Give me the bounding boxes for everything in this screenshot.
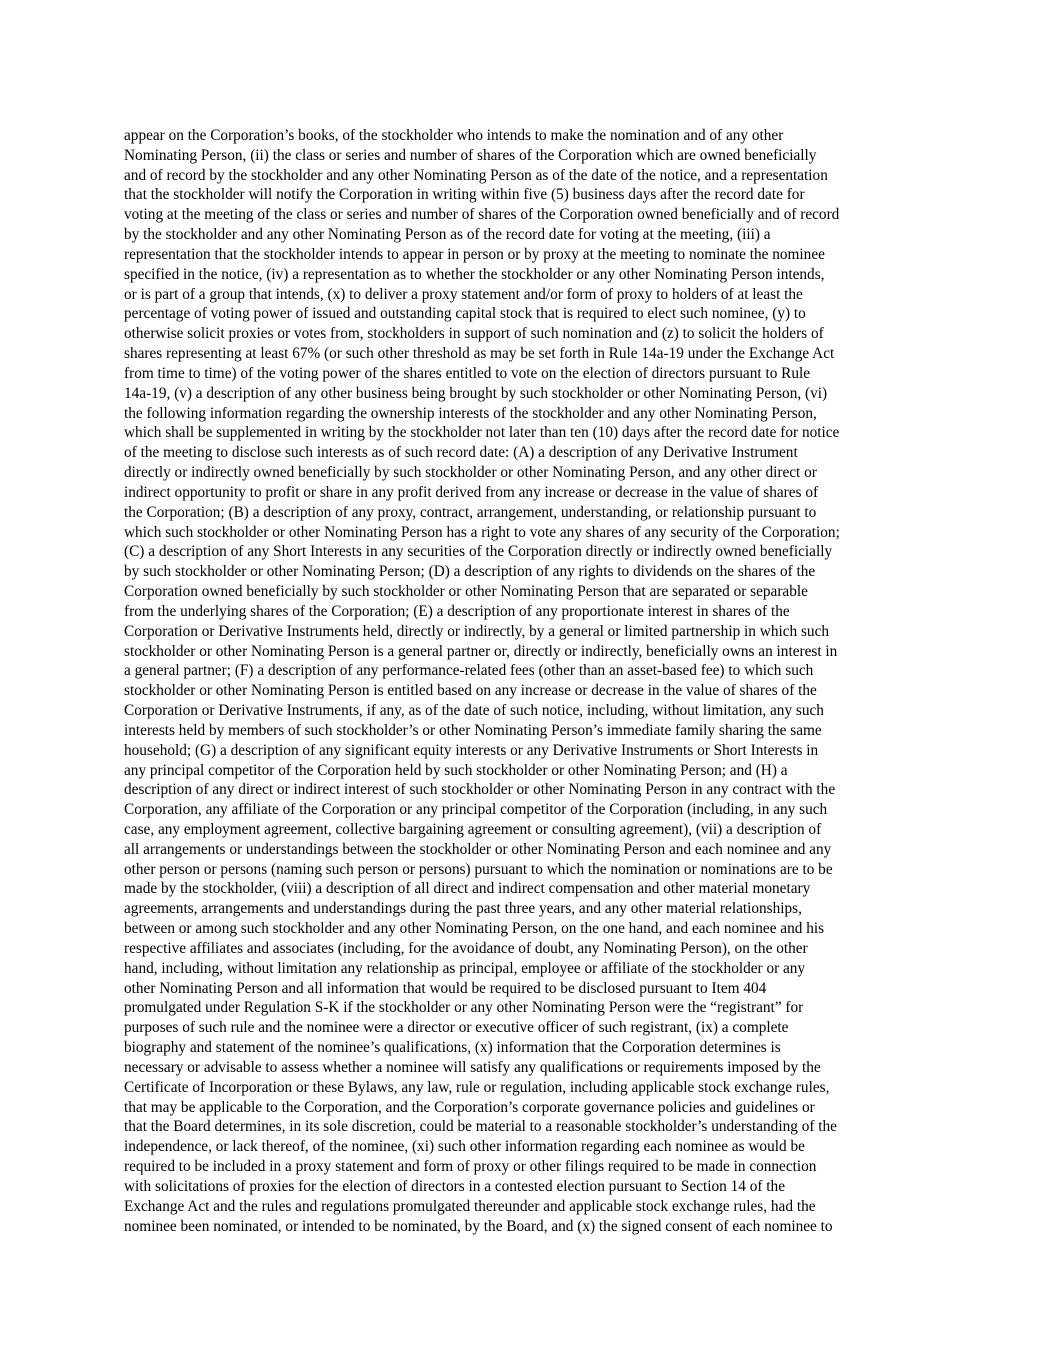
text-line: purposes of such rule and the nominee were a director or executive officer of such registrant, (ix) a complete — [124, 1019, 789, 1037]
text-line: promulgated under Regulation S-K if the stockholder or any other Nominating Person were the “registrant” for — [124, 999, 804, 1017]
text-line: independence, or lack thereof, of the nominee, (xi) such other information regarding each nominee as would be — [124, 1138, 805, 1156]
text-line: indirect opportunity to profit or share in any profit derived from any increase or decrease in the value of shares of — [124, 483, 819, 501]
text-line: appear on the Corporation’s books, of the stockholder who intends to make the nomination and of any other — [124, 127, 784, 144]
text-line: representation that the stockholder intends to appear in person or by proxy at the meeting to nominate the nominee — [124, 245, 825, 263]
text-line: otherwise solicit proxies or votes from, stockholders in support of such nomination and (z) to solicit the holders of — [124, 325, 824, 343]
text-line: which such stockholder or other Nominating Person has a right to vote any shares of any security of the Corporation; — [124, 523, 840, 541]
text-line: biography and statement of the nominee’s qualifications, (x) information that the Corporation determines is — [124, 1039, 781, 1057]
text-line: other person or persons (naming such person or persons) pursuant to which the nomination or nominations are to be — [124, 860, 833, 878]
text-line: other Nominating Person and all information that would be required to be disclosed pursuant to Item 404 — [124, 979, 767, 997]
text-line: the following information regarding the ownership interests of the stockholder and any other Nominating Person, — [124, 404, 817, 422]
text-line: nominee been nominated, or intended to be nominated, by the Board, and (x) the signed consent of each nominee to — [124, 1217, 833, 1235]
text-line: by such stockholder or other Nominating Person; (D) a description of any rights to dividends on the shares of the — [124, 563, 816, 581]
text-line: 14a-19, (v) a description of any other business being brought by such stockholder or other Nominating Person, (vi) — [124, 384, 828, 402]
text-line: made by the stockholder, (viii) a description of all direct and indirect compensation and other material monetary — [124, 880, 811, 898]
text-line: from time to time) of the voting power of the shares entitled to vote on the election of directors pursuant to Rule — [124, 364, 811, 382]
text-line: stockholder or other Nominating Person is entitled based on any increase or decrease in the value of shares of the — [124, 682, 817, 700]
text-line: directly or indirectly owned beneficially by such stockholder or other Nominating Person, and any other direct or — [124, 464, 817, 482]
text-line: household; (G) a description of any significant equity interests or any Derivative Instruments or Short Interests in — [124, 741, 819, 759]
text-line: any principal competitor of the Corporation held by such stockholder or other Nominating Person; and (H) a — [124, 761, 788, 779]
text-line: respective affiliates and associates (including, for the avoidance of doubt, any Nominating Person), on the other — [124, 939, 808, 957]
text-line: between or among such stockholder and any other Nominating Person, on the one hand, and each nominee and his — [124, 920, 825, 938]
text-line: percentage of voting power of issued and outstanding capital stock that is required to elect such nominee, (y) to — [124, 305, 806, 323]
text-line: voting at the meeting of the class or series and number of shares of the Corporation owned beneficially and of record — [124, 206, 840, 224]
text-line: Exchange Act and the rules and regulations promulgated thereunder and applicable stock exchange rules, had the — [124, 1197, 816, 1215]
text-line: Corporation or Derivative Instruments, if any, as of the date of such notice, including, without limitation, any such — [124, 702, 824, 720]
text-line: interests held by members of such stockholder’s or other Nominating Person’s immediate family sharing the same — [124, 721, 822, 739]
text-line: and of record by the stockholder and any other Nominating Person as of the date of the notice, and a representation — [124, 166, 828, 184]
text-line: from the underlying shares of the Corporation; (E) a description of any proportionate interest in shares of the — [124, 602, 790, 620]
text-line: that the Board determines, in its sole discretion, could be material to a reasonable stockholder’s understanding of the — [124, 1118, 837, 1136]
text-line: specified in the notice, (iv) a representation as to whether the stockholder or any other Nominating Person intends, — [124, 265, 825, 283]
text-line: necessary or advisable to assess whether a nominee will satisfy any qualifications or requirements imposed by the — [124, 1058, 821, 1076]
text-line: with solicitations of proxies for the election of directors in a contested election pursuant to Section 14 of the — [124, 1177, 785, 1195]
text-line: (C) a description of any Short Interests in any securities of the Corporation directly or indirectly owned beneficially — [124, 543, 833, 561]
text-line: that may be applicable to the Corporation, and the Corporation’s corporate governance policies and guidelines or — [124, 1098, 815, 1116]
text-line: all arrangements or understandings between the stockholder or other Nominating Person and each nominee and any — [124, 840, 832, 858]
text-line: the Corporation; (B) a description of any proxy, contract, arrangement, understanding, or relationship pursuant to — [124, 503, 817, 521]
text-line: shares representing at least 67% (or such other threshold as may be set forth in Rule 14a-19 under the Exchange Act — [124, 345, 835, 363]
text-line: case, any employment agreement, collective bargaining agreement or consulting agreement), (vii) a description of — [124, 820, 822, 838]
text-line: Certificate of Incorporation or these Bylaws, any law, rule or regulation, including applicable stock exchange rules, — [124, 1078, 830, 1096]
text-line: description of any direct or indirect interest of such stockholder or other Nominating Person in any contract with the — [124, 781, 836, 799]
text-line: Corporation or Derivative Instruments held, directly or indirectly, by a general or limited partnership in which such — [124, 622, 830, 640]
text-line: which shall be supplemented in writing by the stockholder not later than ten (10) days after the record date for notice — [124, 424, 840, 442]
text-line: of the meeting to disclose such interests as of such record date: (A) a description of any Derivative Instrument — [124, 444, 798, 462]
text-line: agreements, arrangements and understandings during the past three years, and any other material relationships, — [124, 900, 802, 918]
text-line: by the stockholder and any other Nominating Person as of the record date for voting at the meeting, (iii) a — [124, 226, 771, 244]
text-line: hand, including, without limitation any relationship as principal, employee or affiliate of the stockholder or any — [124, 959, 806, 977]
text-line: Corporation, any affiliate of the Corporation or any principal competitor of the Corporation (including, in any such — [124, 801, 828, 819]
text-line: Corporation owned beneficially by such stockholder or other Nominating Person that are separated or separable — [124, 583, 808, 601]
text-line: or is part of a group that intends, (x) to deliver a proxy statement and/or form of proxy to holders of at least the — [124, 285, 803, 303]
bylaws-paragraph — [124, 126, 944, 1236]
text-line: stockholder or other Nominating Person is a general partner or, directly or indirectly, beneficially owns an interest in — [124, 642, 838, 660]
text-line: that the stockholder will notify the Corporation in writing within five (5) business days after the record date for — [124, 186, 805, 204]
text-line: Nominating Person, (ii) the class or series and number of shares of the Corporation which are owned beneficially — [124, 146, 817, 164]
text-line: a general partner; (F) a description of any performance-related fees (other than an asset-based fee) to which such — [124, 662, 814, 680]
text-line: required to be included in a proxy statement and form of proxy or other filings required to be made in connection — [124, 1158, 817, 1176]
